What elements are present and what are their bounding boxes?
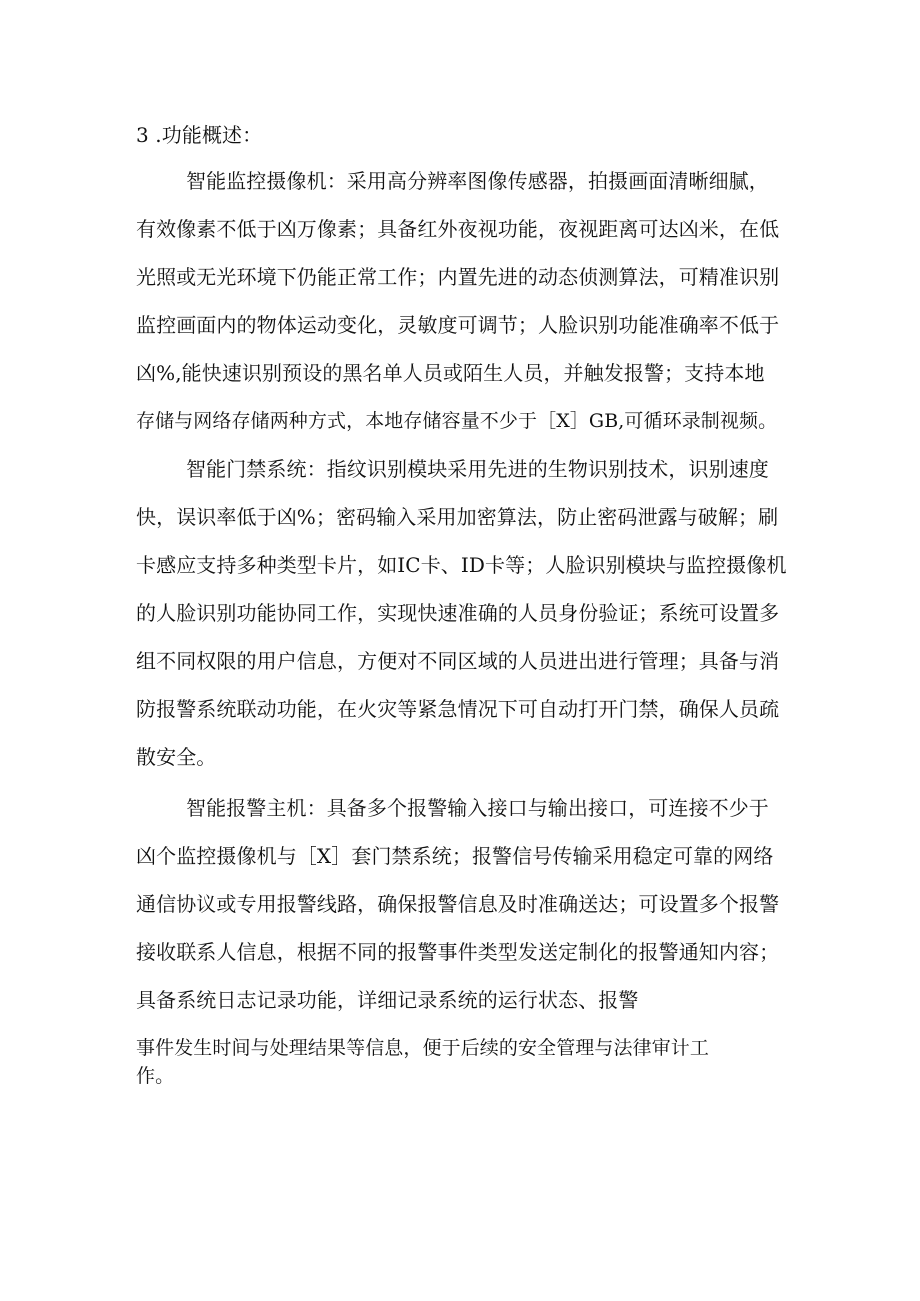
paragraph-line: 作。 xyxy=(136,1065,175,1087)
paragraph-line: 智能门禁系统：指纹识别模块采用先进的生物识别技术，识别速度 xyxy=(186,457,769,481)
paragraph-line: 存储与网络存储两种方式，本地存储容量不少于［X］GB,可循环录制视频。 xyxy=(136,410,778,432)
paragraph-line: 监控画面内的物体运动变化，灵敏度可调节；人脸识别功能准确率不低于 xyxy=(136,313,780,337)
paragraph-line: 卡感应支持多种类型卡片，如IC卡、ID卡等；人脸识别模块与监控摄像机 xyxy=(136,553,787,577)
paragraph-line: 接收联系人信息，根据不同的报警事件类型发送定制化的报警通知内容； xyxy=(136,940,780,964)
paragraph-line: 快，误识率低于凶%；密码输入采用加密算法，防止密码泄露与破解；刷 xyxy=(136,505,779,529)
paragraph-line: 凶%,能快速识别预设的黑名单人员或陌生人员，并触发报警；支持本地 xyxy=(136,361,765,385)
paragraph-line: 事件发生时间与处理结果等信息，便于后续的安全管理与法律审计工 xyxy=(136,1037,710,1059)
paragraph-line: 通信协议或专用报警线路，确保报警信息及时准确送达；可设置多个报警 xyxy=(136,892,780,916)
paragraph-line: 凶个监控摄像机与［X］套门禁系统；报警信号传输采用稳定可靠的网络 xyxy=(136,844,774,868)
paragraph-line: 智能报警主机：具备多个报警输入接口与输出接口，可连接不少于 xyxy=(186,796,769,820)
paragraph-line: 智能监控摄像机：采用高分辨率图像传感器，拍摄画面清晰细腻， xyxy=(186,169,769,193)
paragraph-line: 具备系统日志记录功能，详细记录系统的运行状态、报警 xyxy=(136,988,639,1012)
paragraph-line: 组不同权限的用户信息，方便对不同区域的人员进出进行管理；具备与消 xyxy=(136,649,780,673)
paragraph-line: 散安全。 xyxy=(136,745,217,769)
section-heading: 3 .功能概述： xyxy=(136,123,263,147)
paragraph-line: 光照或无光环境下仍能正常工作；内置先进的动态侦测算法，可精准识别 xyxy=(136,265,780,289)
paragraph-line: 有效像素不低于凶万像素；具备红外夜视功能，夜视距离可达凶米，在低 xyxy=(136,217,780,241)
paragraph-line: 的人脸识别功能协同工作，实现快速准确的人员身份验证；系统可设置多 xyxy=(136,601,780,625)
paragraph-line: 防报警系统联动功能，在火灾等紧急情况下可自动打开门禁，确保人员疏 xyxy=(136,697,780,721)
